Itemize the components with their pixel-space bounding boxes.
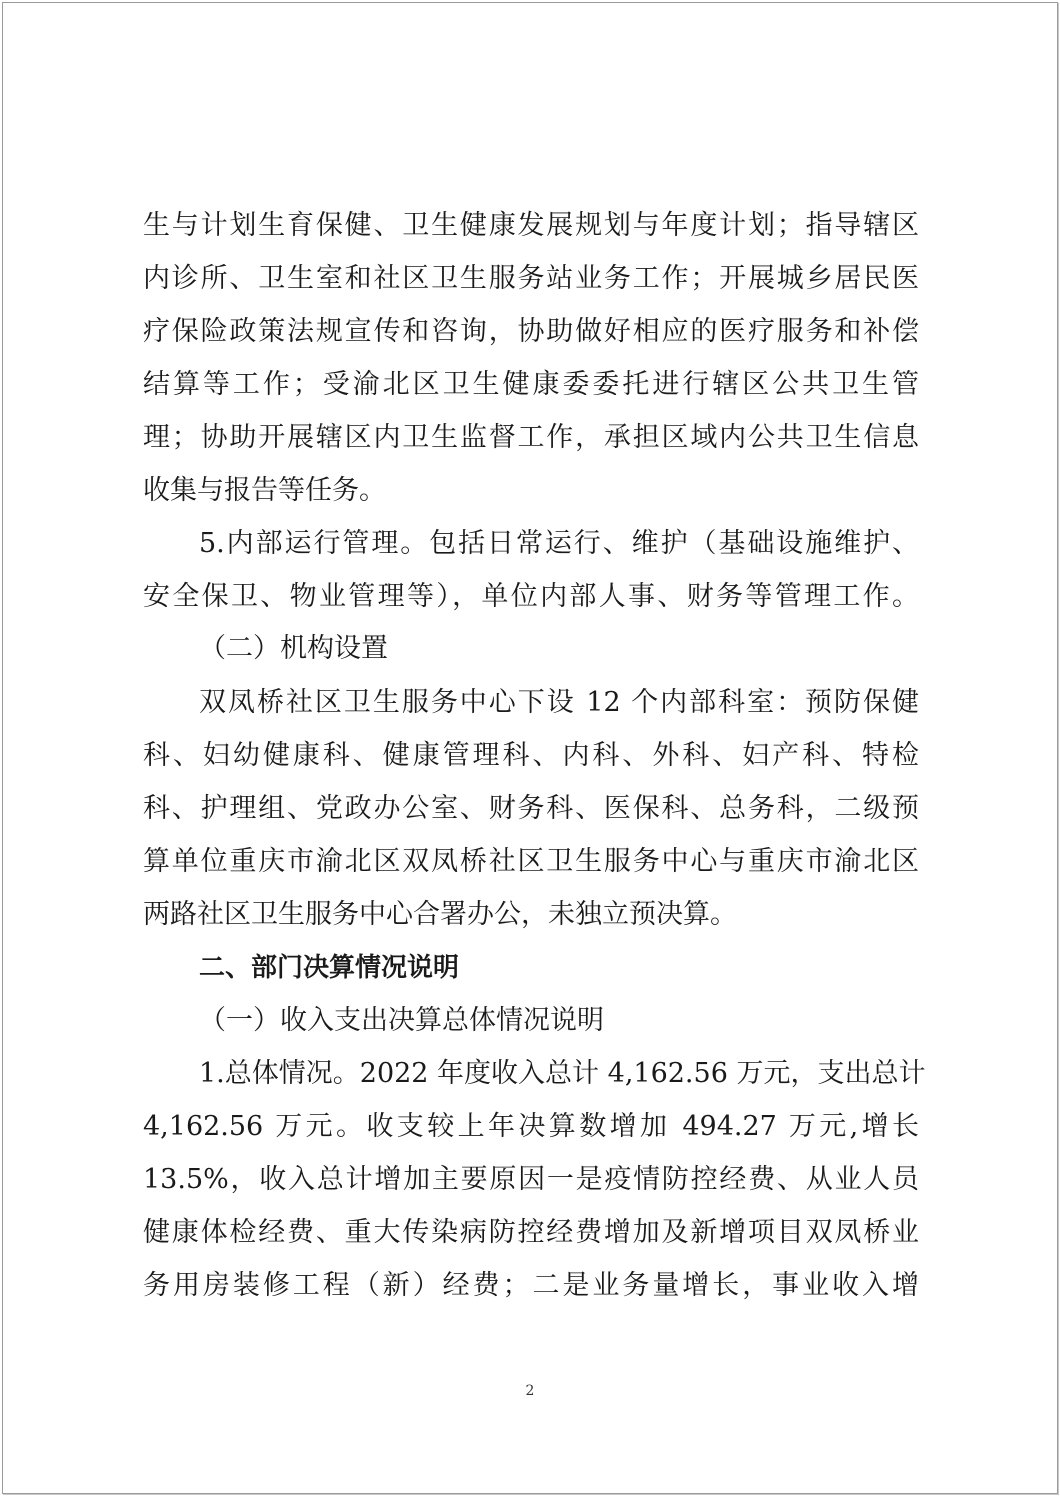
paragraph-3-line-4: 算单位重庆市渝北区双凤桥社区卫生服务中心与重庆市渝北区 — [143, 846, 919, 877]
paragraph-1-line-3: 疗保险政策法规宣传和咨询，协助做好相应的医疗服务和补偿 — [143, 316, 919, 347]
paragraph-1-line-1: 生与计划生育保健、卫生健康发展规划与年度计划；指导辖区 — [143, 210, 919, 241]
paragraph-3-line-3: 科、护理组、党政办公室、财务科、医保科、总务科，二级预 — [143, 793, 919, 824]
paragraph-1-line-5: 理；协助开展辖区内卫生监督工作，承担区域内公共卫生信息 — [143, 422, 919, 453]
paragraph-4-line-1: 1.总体情况。2022 年度收入总计 4,162.56 万元，支出总计 — [199, 1058, 926, 1089]
paragraph-4-line-4: 健康体检经费、重大传染病防控经费增加及新增项目双凤桥业 — [143, 1217, 919, 1248]
subheading-income-expenditure: （一）收入支出决算总体情况说明 — [199, 1005, 604, 1036]
paragraph-2-line-1: 5.内部运行管理。包括日常运行、维护（基础设施维护、 — [199, 528, 919, 559]
paragraph-2-line-2: 安全保卫、物业管理等），单位内部人事、财务等管理工作。 — [143, 581, 919, 612]
paragraph-4-line-5: 务用房装修工程（新）经费；二是业务量增长，事业收入增 — [143, 1270, 919, 1301]
paragraph-1-line-2: 内诊所、卫生室和社区卫生服务站业务工作；开展城乡居民医 — [143, 263, 919, 294]
section-heading-final-accounts: 二、部门决算情况说明 — [199, 953, 460, 983]
page-number: 2 — [525, 1383, 535, 1399]
paragraph-3-line-1: 双凤桥社区卫生服务中心下设 12 个内部科室：预防保健 — [199, 687, 919, 718]
paragraph-1-line-4: 结算等工作；受渝北区卫生健康委委托进行辖区公共卫生管 — [143, 369, 919, 400]
paragraph-3-line-2: 科、妇幼健康科、健康管理科、内科、外科、妇产科、特检 — [143, 740, 919, 771]
subheading-organization: （二）机构设置 — [199, 633, 388, 664]
paragraph-4-line-3: 13.5%，收入总计增加主要原因一是疫情防控经费、从业人员 — [143, 1164, 919, 1195]
paragraph-1-line-6: 收集与报告等任务。 — [143, 475, 386, 506]
paragraph-3-line-5: 两路社区卫生服务中心合署办公，未独立预决算。 — [143, 899, 737, 930]
paragraph-4-line-2: 4,162.56 万元。收支较上年决算数增加 494.27 万元,增长 — [143, 1111, 919, 1142]
